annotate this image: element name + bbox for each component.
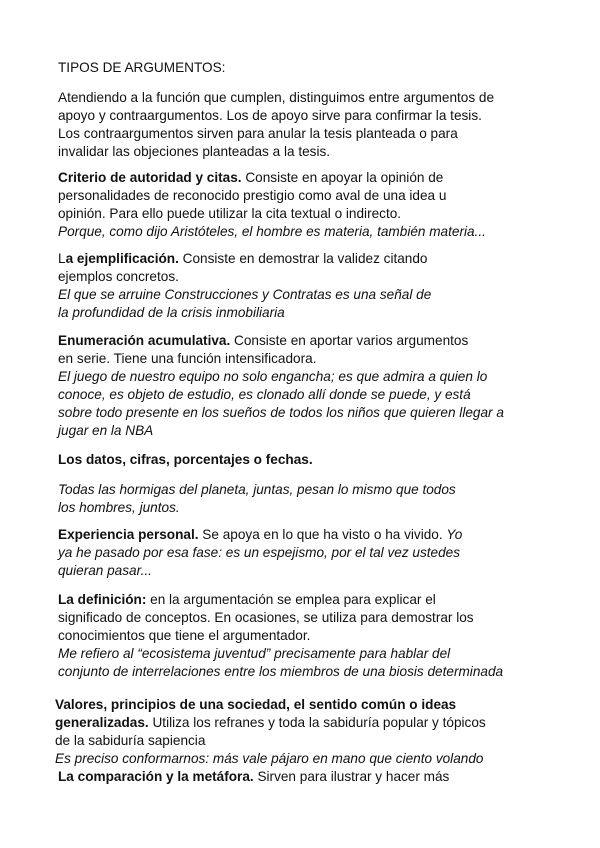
section-example: Es preciso conformarnos: más vale pájaro en mano que ciento volando xyxy=(55,751,484,766)
section-autoridad xyxy=(58,169,558,241)
section-text: Consiste en apoyar la opinión de xyxy=(241,170,444,185)
section-heading: Valores, principios de una sociedad, el sentido común o ideas xyxy=(55,697,457,712)
section-datos-example xyxy=(58,481,558,517)
section-text: Utiliza los refranes y toda la sabiduría popular y tópicos xyxy=(148,715,486,730)
section-second-line xyxy=(55,714,555,732)
section-heading: generalizadas. xyxy=(55,715,149,730)
section-example: Todas las hormigas del planeta, juntas, pesan lo mismo que todos xyxy=(58,482,456,497)
intro-line: Atendiendo a la función que cumplen, distinguimos entre argumentos de xyxy=(58,90,495,105)
section-example: quieran pasar... xyxy=(58,563,152,578)
section-heading-prefix: L xyxy=(58,251,66,266)
intro-line: invalidar las objeciones planteadas a la tesis. xyxy=(58,144,331,159)
section-datos xyxy=(58,451,558,469)
section-enumeracion xyxy=(58,332,558,440)
section-text: en serie. Tiene una función intensificadora. xyxy=(58,351,317,366)
section-example: la profundidad de la crisis inmobiliaria xyxy=(58,305,285,320)
section-first-line xyxy=(58,250,558,268)
section-definicion xyxy=(58,591,558,681)
section-text: Sirven para ilustrar y hacer más xyxy=(253,769,450,784)
section-comparacion xyxy=(58,768,558,786)
intro-line: apoyo y contraargumentos. Los de apoyo sirve para confirmar la tesis. xyxy=(58,108,482,123)
section-text: en la argumentación se emplea para explicar el xyxy=(146,592,436,607)
section-first-line xyxy=(58,332,558,350)
section-example: jugar en la NBA xyxy=(58,423,154,438)
intro-paragraph xyxy=(58,89,558,161)
section-text: de la sabiduría sapiencia xyxy=(55,733,206,748)
section-text: conocimientos que tiene el argumentador. xyxy=(58,628,311,643)
section-heading: Los datos, cifras, porcentajes o fechas. xyxy=(58,452,313,467)
section-example: Yo xyxy=(446,527,463,542)
section-heading: Enumeración acumulativa. xyxy=(58,333,231,348)
section-first-line xyxy=(58,768,558,786)
section-example: Porque, como dijo Aristóteles, el hombre es materia, también materia... xyxy=(58,224,486,239)
section-heading: La definición: xyxy=(58,592,147,607)
section-example: los hombres, juntos. xyxy=(58,500,180,515)
section-experiencia xyxy=(58,526,558,580)
section-text: Se apoya en lo que ha visto o ha vivido. xyxy=(198,527,447,542)
section-example: ya he pasado por esa fase: es un espejismo, por el tal vez ustedes xyxy=(58,545,461,560)
section-text: significado de conceptos. En ocasiones, se utiliza para demostrar los xyxy=(58,610,474,625)
section-heading: a ejemplificación. xyxy=(65,251,179,266)
intro-line: Los contraargumentos sirven para anular la tesis planteada o para xyxy=(58,126,458,141)
section-text: ejemplos concretos. xyxy=(58,269,179,284)
section-example: El que se arruine Construcciones y Contratas es una señal de xyxy=(58,287,432,302)
section-heading: Experiencia personal. xyxy=(58,527,199,542)
section-example: Me refiero al “ecosistema juventud” precisamente para hablar del xyxy=(58,646,451,661)
section-ejemplificacion xyxy=(58,250,558,322)
title-text: TIPOS DE ARGUMENTOS: xyxy=(58,60,226,75)
section-first-line xyxy=(58,591,558,609)
section-text: opinión. Para ello puede utilizar la cita textual o indirecto. xyxy=(58,206,402,221)
section-valores xyxy=(55,696,555,768)
section-first-line xyxy=(58,169,558,187)
section-example: conjunto de interrelaciones entre los miembros de una biosis determinada xyxy=(58,664,504,679)
section-example: El juego de nuestro equipo no solo engancha; es que admira a quien lo xyxy=(58,369,488,384)
section-text: Consiste en demostrar la validez citando xyxy=(178,251,428,266)
section-first-line xyxy=(58,526,558,544)
section-heading: Criterio de autoridad y citas. xyxy=(58,170,242,185)
document-title xyxy=(58,59,558,77)
section-text: Consiste en aportar varios argumentos xyxy=(230,333,469,348)
section-example: sobre todo presente en los sueños de todos los niños que quieren llegar a xyxy=(58,405,504,420)
section-text: personalidades de reconocido prestigio como aval de una idea u xyxy=(58,188,447,203)
section-heading: La comparación y la metáfora. xyxy=(58,769,254,784)
section-example: conoce, es objeto de estudio, es clonado allí donde se puede, y está xyxy=(58,387,471,402)
